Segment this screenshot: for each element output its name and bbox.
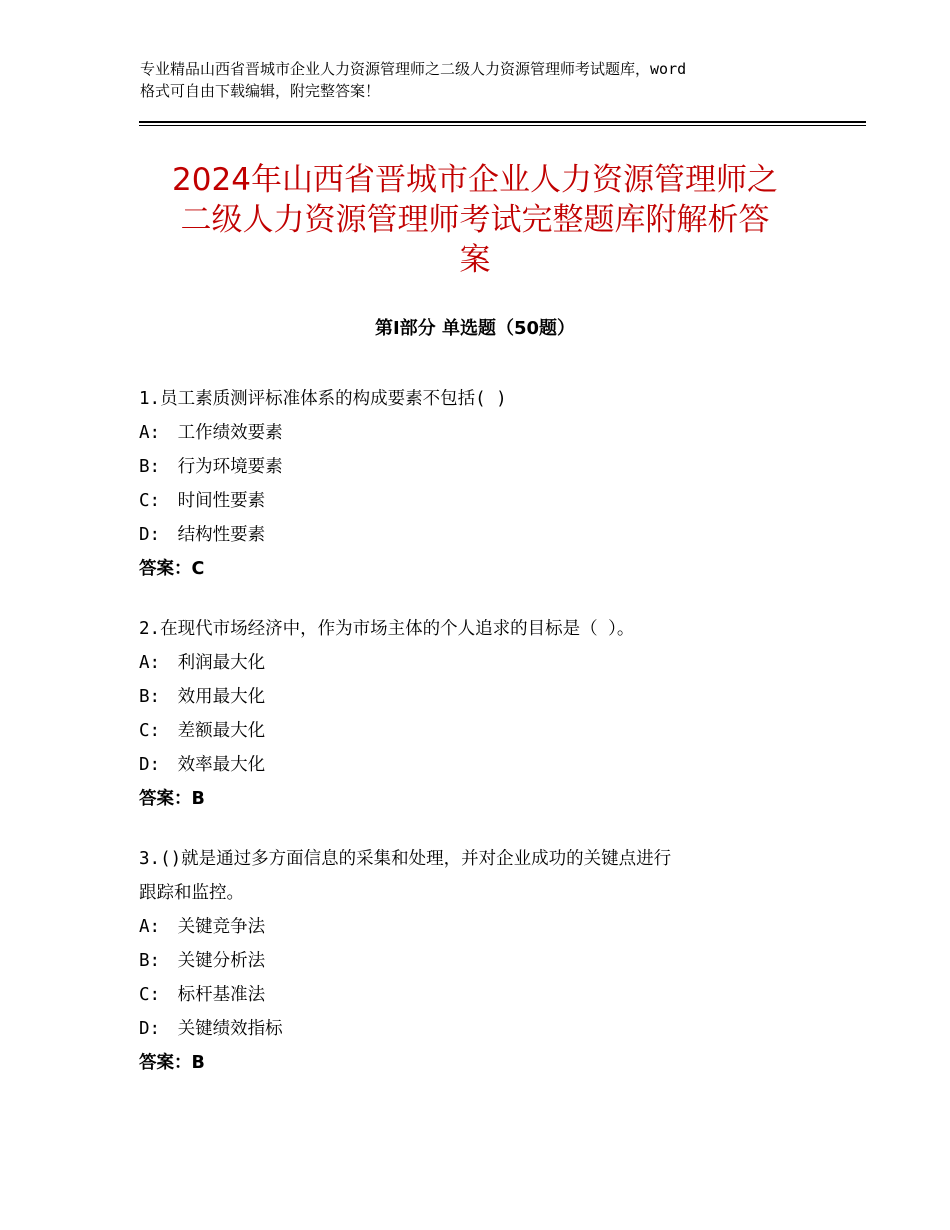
option-c: C: 时间性要素	[139, 491, 266, 511]
option-b: B: 行为环境要素	[139, 457, 283, 477]
option-d: D: 关键绩效指标	[139, 1019, 283, 1039]
document-title-line-2: 二级人力资源管理师考试完整题库附解析答	[180, 202, 770, 238]
answer: 答案：B	[139, 789, 205, 809]
header-note	[140, 58, 840, 102]
question-1	[139, 382, 819, 586]
option-b: B: 效用最大化	[139, 687, 266, 707]
option-a: A: 工作绩效要素	[139, 423, 283, 443]
question-2	[139, 612, 819, 816]
question-stem-line-1: 3.()就是通过多方面信息的采集和处理，并对企业成功的关键点进行	[139, 849, 672, 869]
question-stem-line-2: 跟踪和监控。	[139, 883, 244, 903]
question-3	[139, 842, 819, 1080]
answer: 答案：B	[139, 1053, 205, 1073]
header-note-line-2: 格式可自由下载编辑，附完整答案！	[140, 82, 381, 100]
option-a: A: 利润最大化	[139, 653, 266, 673]
option-c: C: 标杆基准法	[139, 985, 266, 1005]
question-stem: 2.在现代市场经济中，作为市场主体的个人追求的目标是（ ）。	[139, 619, 635, 639]
question-list	[139, 382, 819, 1106]
header-divider-thin	[139, 125, 866, 126]
header-note-line-1: 专业精品山西省晋城市企业人力资源管理师之二级人力资源管理师考试题库，word	[140, 60, 687, 78]
section-title: 第Ⅰ部分 单选题（50题）	[374, 318, 575, 339]
option-c: C: 差额最大化	[139, 721, 266, 741]
header-divider-thick	[139, 121, 866, 123]
question-stem: 1.员工素质测评标准体系的构成要素不包括( )	[139, 389, 507, 409]
document-title	[139, 160, 811, 280]
document-title-line-3: 案	[459, 242, 491, 278]
document-title-line-1: 2024年山西省晋城市企业人力资源管理师之	[172, 162, 778, 198]
option-a: A: 关键竞争法	[139, 917, 266, 937]
option-b: B: 关键分析法	[139, 951, 266, 971]
option-d: D: 效率最大化	[139, 755, 266, 775]
option-d: D: 结构性要素	[139, 525, 266, 545]
answer: 答案：C	[139, 559, 205, 579]
